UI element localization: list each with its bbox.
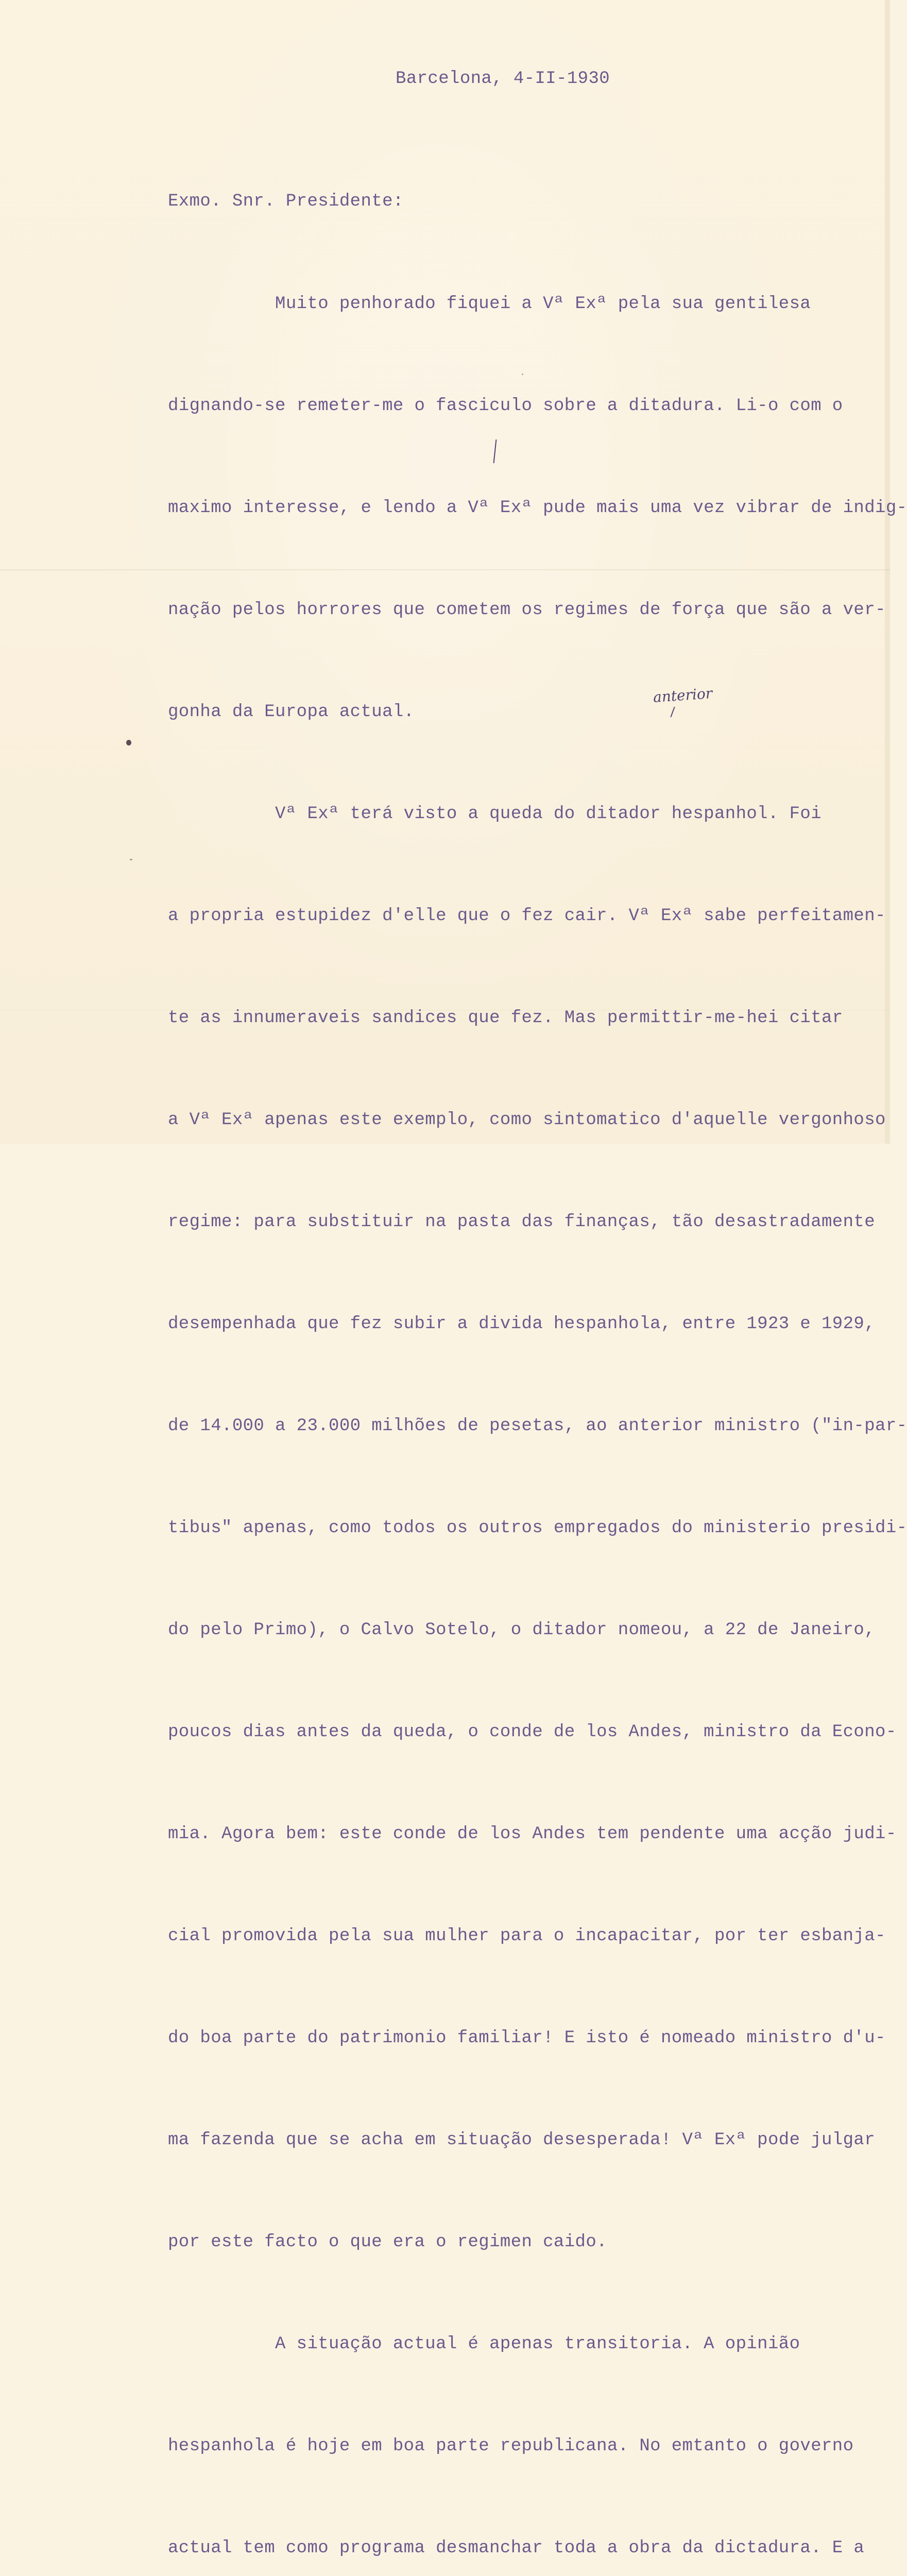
letter-salutation: Exmo. Snr. Presidente: xyxy=(168,192,404,211)
body-line: dignando-se remeter-me o fasciculo sobre a ditadura. Li-o com o xyxy=(168,396,843,416)
body-line: mia. Agora bem: este conde de los Andes tem pendente uma acção judi- xyxy=(168,1824,897,1844)
body-line: tibus" apenas, como todos os outros empregados do ministerio presidi- xyxy=(168,1518,907,1538)
body-line: por este facto o que era o regimen caido. xyxy=(168,2232,607,2252)
body-line: Vª Exª terá visto a queda do ditador hespanhol. Foi xyxy=(168,804,822,824)
body-line: de 14.000 a 23.000 milhões de pesetas, ao anterior ministro ("in-par- xyxy=(168,1416,907,1436)
ink-speck xyxy=(126,740,131,745)
body-line: do pelo Primo), o Calvo Sotelo, o ditador nomeou, a 22 de Janeiro, xyxy=(168,1620,876,1640)
body-line: A situação actual é apenas transitoria. A opinião xyxy=(168,2334,800,2354)
body-line: Muito penhorado fiquei a Vª Exª pela sua gentilesa xyxy=(168,294,811,314)
body-line: hespanhola é hoje em boa parte republicana. No emtanto o governo xyxy=(168,2436,854,2456)
body-line: ma fazenda que se acha em situação desesperada! Vª Exª pode julgar xyxy=(168,2130,876,2150)
body-line: te as innumeraveis sandices que fez. Mas permittir-me-hei citar xyxy=(168,1008,843,1028)
body-line: poucos dias antes da queda, o conde de los Andes, ministro da Econo- xyxy=(168,1722,897,1742)
body-line: desempenhada que fez subir a divida hespanhola, entre 1923 e 1929, xyxy=(168,1314,876,1334)
body-line: gonha da Europa actual. xyxy=(168,702,415,722)
body-line: do boa parte do patrimonio familiar! E isto é nomeado ministro d'u- xyxy=(168,2028,886,2048)
ink-speck xyxy=(130,859,132,860)
body-line: maximo interesse, e lendo a Vª Exª pude mais uma vez vibrar de indig- xyxy=(168,498,907,518)
body-line: a Vª Exª apenas este exemplo, como sintomatico d'aquelle vergonhoso xyxy=(168,1110,886,1130)
body-line: nação pelos horrores que cometem os regimes de força que são a ver- xyxy=(168,600,886,620)
body-line: regime: para substituir na pasta das finanças, tão desastradamente xyxy=(168,1212,876,1232)
body-line: cial promovida pela sua mulher para o incapacitar, por ter esbanja- xyxy=(168,1926,886,1946)
body-line: a propria estupidez d'elle que o fez cair. Vª Exª sabe perfeitamen- xyxy=(168,906,886,926)
handwritten-insertion: anterior xyxy=(652,685,713,706)
letter-body xyxy=(168,219,907,2576)
letter-date: Barcelona, 4-II-1930 xyxy=(396,69,610,89)
body-line: actual tem como programa desmanchar toda a obra da dictadura. E a xyxy=(168,2538,865,2558)
